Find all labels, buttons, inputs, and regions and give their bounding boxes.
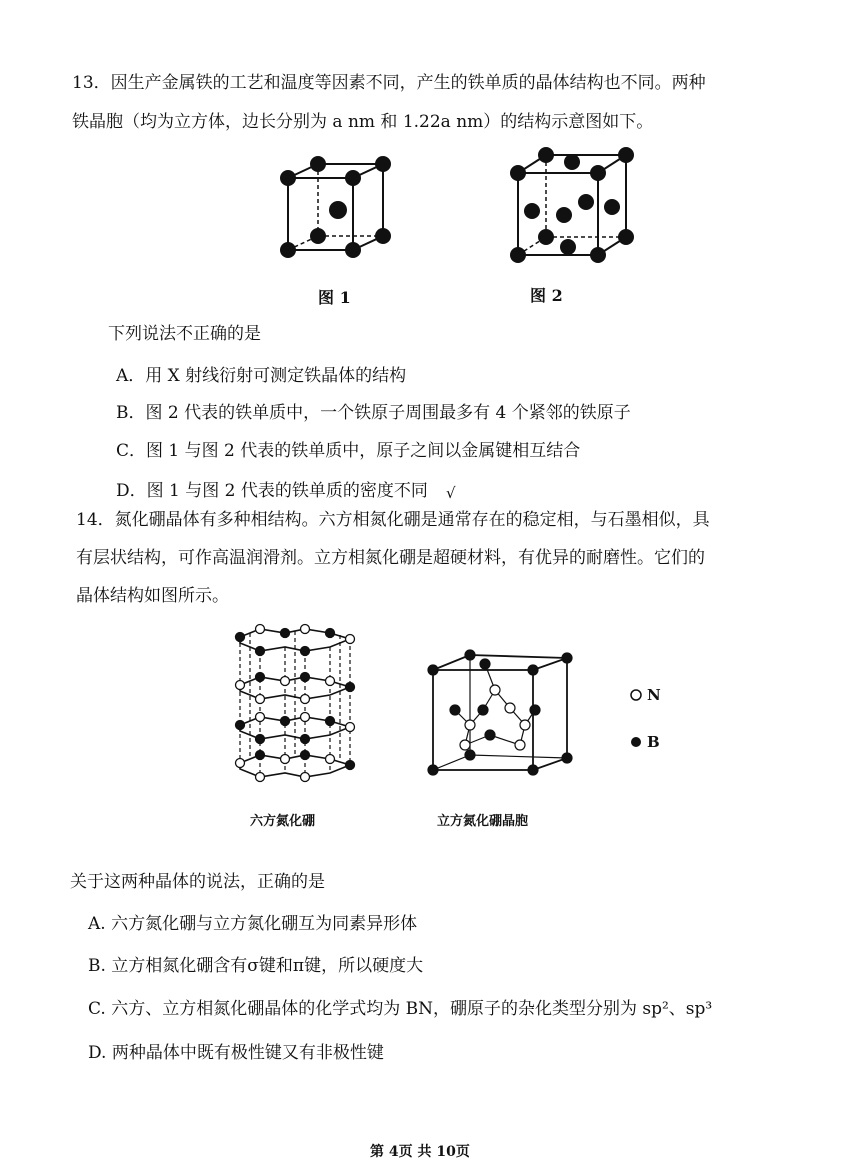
fig1-bcc-cell bbox=[278, 150, 398, 270]
page-footer: 第 4页 共 10页 bbox=[370, 1144, 470, 1160]
fig2-fcc-cell bbox=[508, 145, 638, 270]
q13-stem-line1: 13．因生产金属铁的工艺和温度等因素不同，产生的铁单质的晶体结构也不同。两种 bbox=[72, 73, 706, 93]
q13-option-b: B．图 2 代表的铁单质中，一个铁原子周围最多有 4 个紧邻的铁原子 bbox=[116, 403, 631, 423]
q14-question: 关于这两种晶体的说法，正确的是 bbox=[70, 872, 325, 892]
cubic-bn-caption: 立方氮化硼晶胞 bbox=[437, 814, 529, 829]
q13-option-a: A．用 X 射线衍射可测定铁晶体的结构 bbox=[116, 366, 407, 386]
q14-stem-line2: 有层状结构，可作高温润滑剂。立方相氮化硼是超硬材料，有优异的耐磨性。它们的 bbox=[76, 548, 705, 568]
q14-option-c: C. 六方、立方相氮化硼晶体的化学式均为 BN，硼原子的杂化类型分别为 sp²、sp³ bbox=[88, 999, 713, 1019]
q14-stem-line1: 14．氮化硼晶体有多种相结构。六方相氮化硼是通常存在的稳定相，与石墨相似，具 bbox=[76, 510, 710, 530]
hex-bn-caption: 六方氮化硼 bbox=[250, 814, 316, 829]
q13-question: 下列说法不正确的是 bbox=[108, 324, 261, 344]
cubic-bn-unit-cell bbox=[425, 650, 575, 780]
q13-handwritten-mark: √ bbox=[446, 484, 456, 502]
q13-option-c: C．图 1 与图 2 代表的铁单质中，原子之间以金属键相互结合 bbox=[116, 441, 581, 461]
legend-n-symbol bbox=[629, 688, 643, 702]
q14-option-b: B. 立方相氮化硼含有σ键和π键，所以硬度大 bbox=[88, 956, 424, 976]
legend-b-label: B bbox=[647, 733, 660, 751]
legend-n-label: N bbox=[647, 686, 661, 704]
q13-stem-line2: 铁晶胞（均为立方体，边长分别为 a nm 和 1.22a nm）的结构示意图如下。 bbox=[72, 112, 654, 132]
q14-stem-line3: 晶体结构如图所示。 bbox=[76, 586, 229, 606]
hexagonal-bn-structure bbox=[230, 625, 360, 785]
q14-option-a: A. 六方氮化硼与立方氮化硼互为同素异形体 bbox=[88, 914, 418, 934]
fig2-caption: 图 2 bbox=[530, 286, 563, 305]
q14-option-d: D. 两种晶体中既有极性键又有非极性键 bbox=[88, 1043, 384, 1063]
fig1-caption: 图 1 bbox=[318, 288, 351, 307]
legend-b-symbol bbox=[629, 735, 643, 749]
q13-option-d: D．图 1 与图 2 代表的铁单质的密度不同 bbox=[116, 481, 428, 501]
